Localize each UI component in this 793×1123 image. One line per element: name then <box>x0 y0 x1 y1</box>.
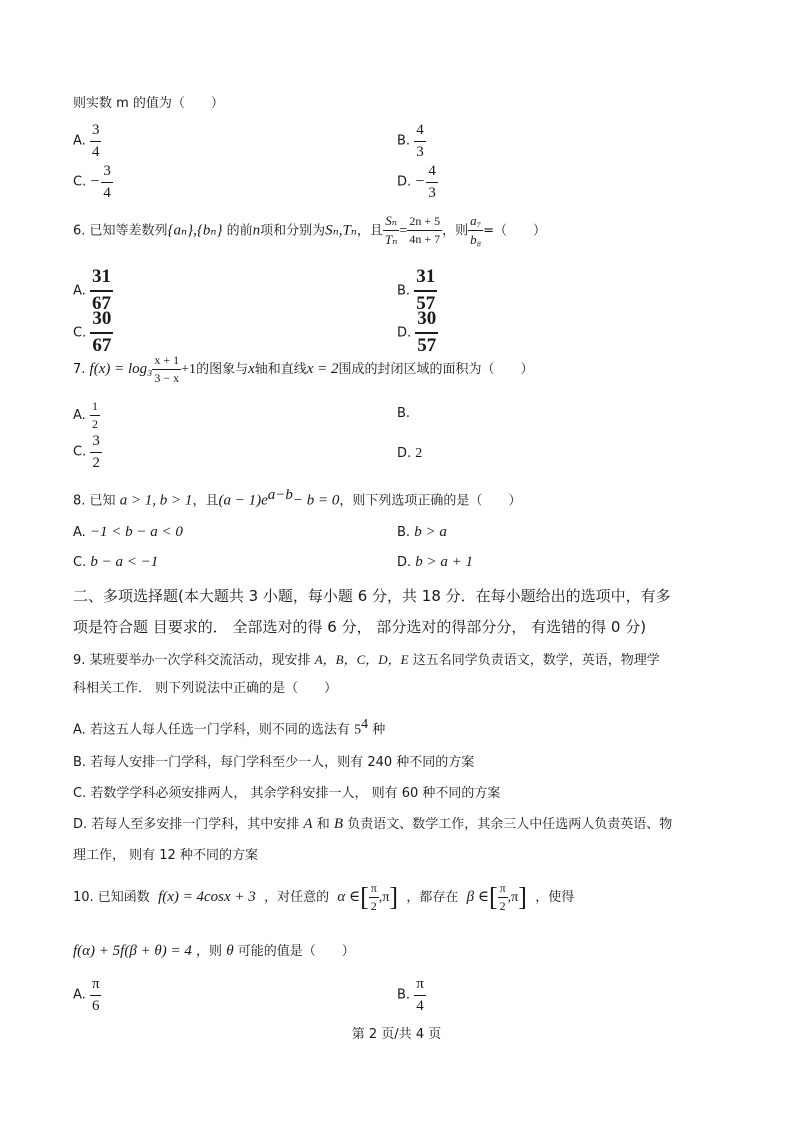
bracket-right: ] <box>389 882 399 912</box>
stem-text: =（ ） <box>483 223 547 239</box>
numerator: 31 <box>416 266 436 287</box>
q9-option-a[interactable] <box>73 718 385 737</box>
q7-option-c[interactable] <box>73 433 102 471</box>
q6-option-c[interactable] <box>73 309 113 357</box>
fraction <box>90 400 100 431</box>
denominator: 2 <box>499 899 506 914</box>
q5-option-c[interactable] <box>73 163 113 201</box>
option-label: A. <box>73 987 86 1003</box>
stem-text: 10. 已知函数 <box>73 890 150 906</box>
denominator: 67 <box>90 332 113 357</box>
numerator: x + 1 <box>154 353 180 367</box>
plus-one: +1 <box>181 362 197 378</box>
denominator: 57 <box>414 290 437 315</box>
equation: (a − 1)e <box>218 492 268 509</box>
q10-option-b[interactable] <box>397 976 426 1014</box>
numerator: 31 <box>91 266 111 287</box>
fraction <box>90 122 102 160</box>
fraction <box>414 122 426 160</box>
bracket-right: ] <box>518 882 527 912</box>
option-text: D. 若每人至多安排一门学科，其中安排 <box>73 817 300 832</box>
denominator: 4n + 7 <box>409 232 441 247</box>
q7-option-b[interactable] <box>397 407 410 420</box>
q9-option-d-cont <box>73 849 258 862</box>
fraction <box>90 433 102 471</box>
q8-option-c[interactable] <box>73 555 158 570</box>
fraction <box>90 309 113 357</box>
stem-text: ，则下列选项正确的是（ ） <box>339 493 522 509</box>
q10-option-a[interactable] <box>73 976 102 1014</box>
minus-sign: − <box>90 173 100 190</box>
option-label: A. <box>73 283 86 299</box>
equation: − b = 0 <box>292 492 340 509</box>
option-text: 负责语文、数学工作，其余三人中任选两人负责英语、物 <box>347 817 673 832</box>
option-label: C. <box>73 444 87 460</box>
q9-option-d[interactable] <box>73 817 672 832</box>
denominator: 4 <box>101 182 113 202</box>
denominator: 2 <box>90 452 102 472</box>
q10-stem <box>73 882 574 913</box>
option-label: B. <box>397 406 411 421</box>
stem-text: 项和分别为 <box>260 223 326 239</box>
fraction <box>101 163 113 201</box>
equals: = <box>399 223 408 239</box>
option-text: A. 若这五人每人任选一门学科，则不同的选法有 <box>73 722 350 738</box>
stem-text: 可能的值是（ ） <box>237 944 355 959</box>
fraction <box>426 163 438 201</box>
q9-option-c[interactable] <box>73 787 500 800</box>
denominator: 6 <box>90 995 102 1015</box>
numerator: 3 <box>103 163 111 179</box>
q5-option-a[interactable] <box>73 122 101 160</box>
option-text: C. 若数学学科必须安排两人， 其余学科安排一人， 则有 60 种不同的方案 <box>73 786 501 801</box>
option-value: b > a + 1 <box>415 554 474 570</box>
option-label: A. <box>73 408 86 424</box>
denominator: 4 <box>414 995 426 1015</box>
stem-text: 9. 某班要举办一次学科交流活动，现安排 <box>73 653 311 668</box>
denominator: 2 <box>370 899 377 914</box>
fraction <box>407 215 442 246</box>
stem-text: 8. 已知 <box>73 493 116 509</box>
fraction <box>369 882 379 913</box>
math-var: n <box>252 222 261 239</box>
fraction <box>152 354 181 385</box>
numerator: 4 <box>416 122 424 138</box>
bracket-left: [ <box>488 882 498 912</box>
q5-stem <box>73 97 224 110</box>
option-text: 理工作， 则有 12 种不同的方案 <box>73 848 258 863</box>
numerator: π <box>416 976 424 992</box>
numerator: Sₙ <box>385 213 398 228</box>
math-var: x <box>248 361 255 378</box>
stem-text: 轴和直线 <box>254 362 307 378</box>
q8-option-b[interactable] <box>397 525 447 540</box>
stem-text: ，则 <box>442 223 469 239</box>
option-label: B. <box>397 133 411 149</box>
option-label: A. <box>73 133 86 149</box>
option-label: C. <box>73 325 87 341</box>
q9-stem-cont <box>73 682 337 695</box>
stem-text: 的前 <box>226 223 253 239</box>
numerator: π <box>370 881 377 895</box>
section-heading <box>73 589 671 604</box>
math-var: B <box>333 816 344 832</box>
math-var: A <box>303 816 313 832</box>
condition: a > 1, b > 1 <box>119 492 193 509</box>
option-value: b > a <box>414 524 447 540</box>
q8-option-d[interactable] <box>397 555 473 570</box>
interval-end: ,π <box>378 890 390 906</box>
option-text: 种 <box>372 722 386 738</box>
sums-notation: Sₙ,Tₙ <box>325 222 357 239</box>
denominator: 3 − x <box>154 371 180 386</box>
stem-text: 7. <box>73 362 86 378</box>
q6-stem <box>73 214 546 248</box>
option-label: C. <box>73 555 87 570</box>
option-text: B. 若每人安排一门学科，每门学科至少一人，则有 240 种不同的方案 <box>73 755 475 770</box>
stem-text: 围成的封闭区域的面积为（ ） <box>338 362 534 378</box>
option-label: C. <box>73 174 87 190</box>
q9-option-b[interactable] <box>73 756 474 769</box>
fraction <box>468 214 483 248</box>
minus-sign: − <box>415 173 425 190</box>
option-label: D. <box>397 446 412 461</box>
page-number: 第 2 页/共 4 页 <box>351 1027 442 1042</box>
q7-stem <box>73 354 534 385</box>
option-label: D. <box>397 555 412 570</box>
option-label: D. <box>397 325 412 341</box>
math-var: θ <box>226 943 234 959</box>
stem-text: 的图象与 <box>196 362 249 378</box>
denominator: 4 <box>90 141 102 161</box>
stem-text: ，且 <box>356 223 383 239</box>
q7-option-d[interactable] <box>397 447 422 461</box>
numerator: 3 <box>91 122 100 138</box>
q8-stem <box>73 488 521 508</box>
fraction <box>498 882 508 913</box>
line-equation: x = 2 <box>306 361 339 378</box>
numerator: π <box>91 976 100 992</box>
option-label: B. <box>397 525 411 540</box>
numerator: 2n + 5 <box>409 214 441 229</box>
numerator: 30 <box>417 308 437 329</box>
fraction <box>414 976 426 1014</box>
denominator: Tₙ <box>384 232 398 248</box>
option-value: −1 < b − a < 0 <box>89 524 183 540</box>
denominator: b₈ <box>470 232 482 248</box>
fraction <box>90 976 102 1014</box>
numerator: π <box>499 881 506 895</box>
alpha-domain: α ∈ <box>337 889 361 906</box>
option-value: b − a < −1 <box>90 554 159 570</box>
q6-option-d[interactable] <box>397 309 438 357</box>
power-base: 5 <box>354 722 362 738</box>
stem-text: ，都存在 <box>406 890 459 906</box>
denominator: 57 <box>415 332 438 357</box>
equation: f(α) + 5f(β + θ) = 4 <box>73 943 192 959</box>
option-label: D. <box>397 174 412 190</box>
numerator: 30 <box>92 308 112 329</box>
q5-stem-text: 则实数 m 的值为（ ） <box>73 96 224 111</box>
option-value: 2 <box>415 446 423 461</box>
q8-option-a[interactable] <box>73 525 183 540</box>
q10-stem-cont <box>73 944 355 959</box>
denominator: 3 <box>426 182 438 202</box>
exponent: a−b <box>267 487 293 503</box>
numerator: a₇ <box>470 213 482 228</box>
exponent: 4 <box>361 717 369 732</box>
stem-text: ，使得 <box>535 890 575 906</box>
stem-text: ，且 <box>192 493 219 509</box>
q7-option-a[interactable] <box>73 400 100 431</box>
q9-stem <box>73 653 660 667</box>
section-heading-line: 二、多项选择题(本大题共 3 小题，每小题 6 分，共 18 分．在每小题给出的选项中，有多 <box>73 587 671 605</box>
stem-text: 这五名同学负责语文，数学，英语，物理学 <box>412 653 660 668</box>
beta-domain: β ∈ <box>466 889 489 906</box>
numerator: 4 <box>428 163 436 179</box>
stem-text: 6. 已知等差数列 <box>73 223 168 239</box>
denominator: 2 <box>91 417 98 432</box>
numerator: 3 <box>92 433 100 449</box>
stem-text: 科相关工作． 则下列说法中正确的是（ ） <box>73 681 338 696</box>
denominator: 67 <box>90 290 113 315</box>
stem-text: ，则 <box>196 944 223 959</box>
bracket-left: [ <box>360 882 369 912</box>
section-heading-line: 项是符合题 目要求的． 全部选对的得 6 分， 部分选对的得部分分， 有选错的得 0 分) <box>73 618 647 636</box>
option-text: 和 <box>316 817 330 832</box>
fraction <box>383 214 400 248</box>
interval-end: ,π <box>507 890 519 906</box>
q5-option-d[interactable] <box>397 163 438 201</box>
page-footer <box>0 1028 793 1041</box>
denominator: 3 <box>414 141 426 161</box>
function-notation: f(x) = 4cosx + 3 <box>158 889 256 906</box>
option-label: B. <box>397 283 411 299</box>
option-label: B. <box>397 987 411 1003</box>
student-names: A，B，C，D，E <box>314 652 409 667</box>
option-label: A. <box>73 525 86 540</box>
section-heading-cont <box>73 620 646 635</box>
sequence-notation: {aₙ},{bₙ} <box>167 222 223 239</box>
fraction <box>415 309 438 357</box>
q5-option-b[interactable] <box>397 122 426 160</box>
function-notation: f(x) = log₃ <box>89 361 153 378</box>
numerator: 1 <box>91 399 98 413</box>
stem-text: ，对任意的 <box>264 890 330 906</box>
